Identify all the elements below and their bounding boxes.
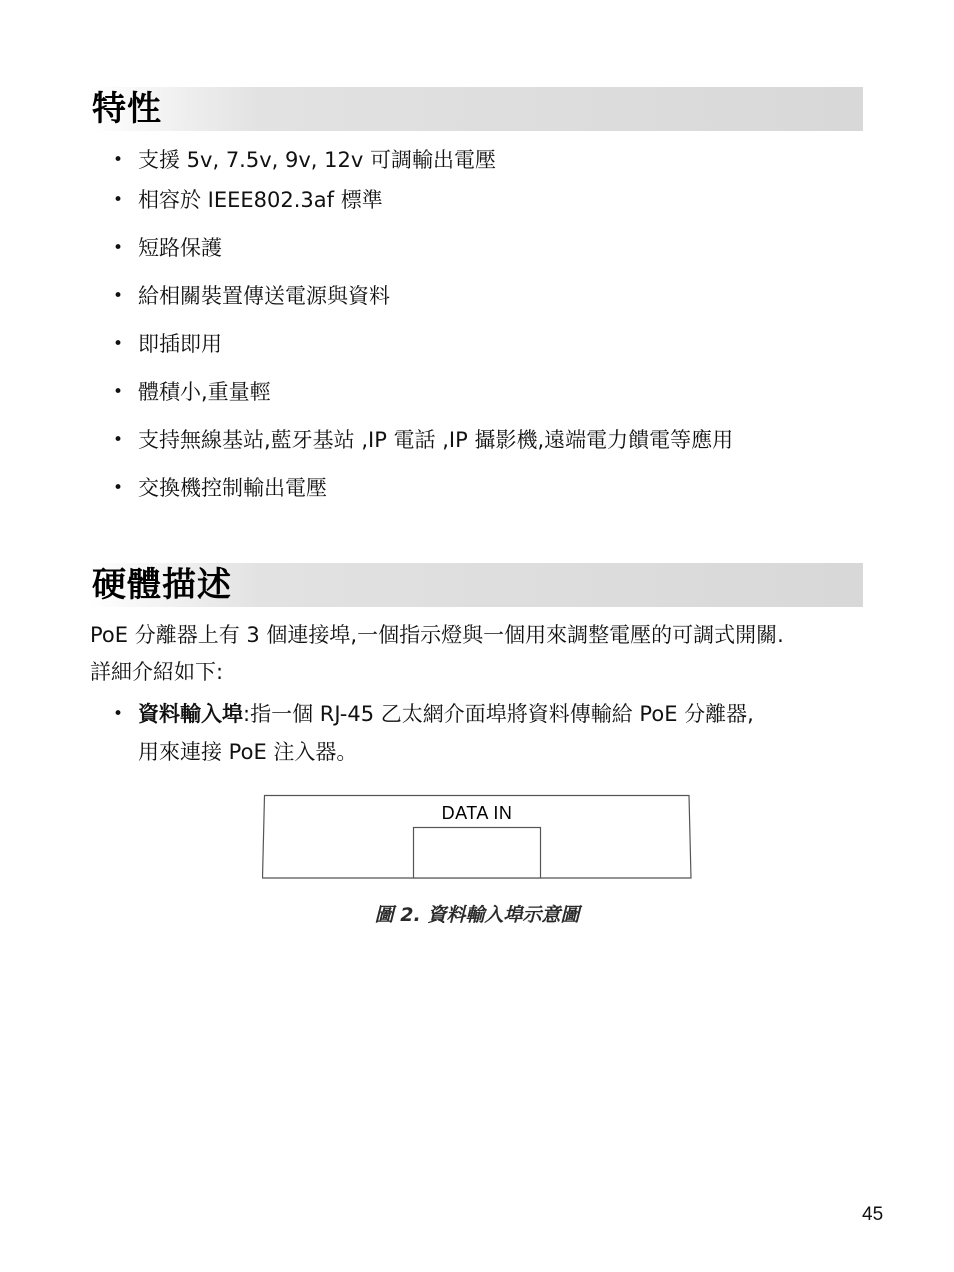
hardware-intro-line2: 詳細介紹如下: — [90, 660, 224, 684]
list-item: • 給相關裝置傳送電源與資料 — [113, 284, 390, 308]
list-item: • 交換機控制輸出電壓 — [113, 476, 327, 500]
bullet-icon: • — [113, 334, 124, 354]
hardware-intro-line1: PoE 分離器上有 3 個連接埠,一個指示燈與一個用來調整電壓的可調式開關. — [90, 623, 784, 647]
bullet-icon: • — [113, 430, 124, 450]
list-item: • 短路保護 — [113, 236, 222, 260]
features-list — [110, 146, 733, 522]
list-item: • 相容於 IEEE802.3af 標準 — [113, 188, 383, 212]
bullet-icon: • — [113, 238, 124, 258]
bullet-icon: • — [113, 150, 124, 170]
list-item: • 體積小,重量輕 — [113, 380, 271, 404]
bullet-icon: • — [113, 382, 124, 402]
list-item: • 支持無線基站,藍牙基站 ,IP 電話 ,IP 攝影機,遠端電力饋電等應用 — [113, 428, 734, 452]
port-desc-line1: :指一個 RJ-45 乙太網介面埠將資料傳輸給 PoE 分離器, — [243, 702, 754, 726]
bullet-icon: • — [113, 704, 124, 724]
features-header — [90, 87, 863, 131]
data-in-port-diagram — [262, 794, 692, 880]
bullet-icon: • — [113, 286, 124, 306]
rj45-port-outline — [414, 828, 541, 879]
figure-caption: 圖 2. 資料輸入埠示意圖 — [374, 904, 580, 926]
data-in-label: DATA IN — [441, 803, 513, 823]
port-desc-line2: 用來連接 PoE 注入器。 — [138, 740, 358, 764]
port-description-item — [110, 695, 870, 771]
list-item: • 支援 5v, 7.5v, 9v, 12v 可調輸出電壓 — [113, 148, 496, 172]
hardware-title: 硬體描述 — [92, 565, 232, 605]
features-title: 特性 — [92, 89, 162, 129]
list-item: • 即插即用 — [113, 332, 222, 356]
hardware-header — [90, 563, 863, 607]
bullet-icon: • — [113, 190, 124, 210]
page-number: 45 — [862, 1204, 884, 1225]
bullet-icon: • — [113, 478, 124, 498]
port-term: 資料輸入埠 — [138, 702, 243, 726]
